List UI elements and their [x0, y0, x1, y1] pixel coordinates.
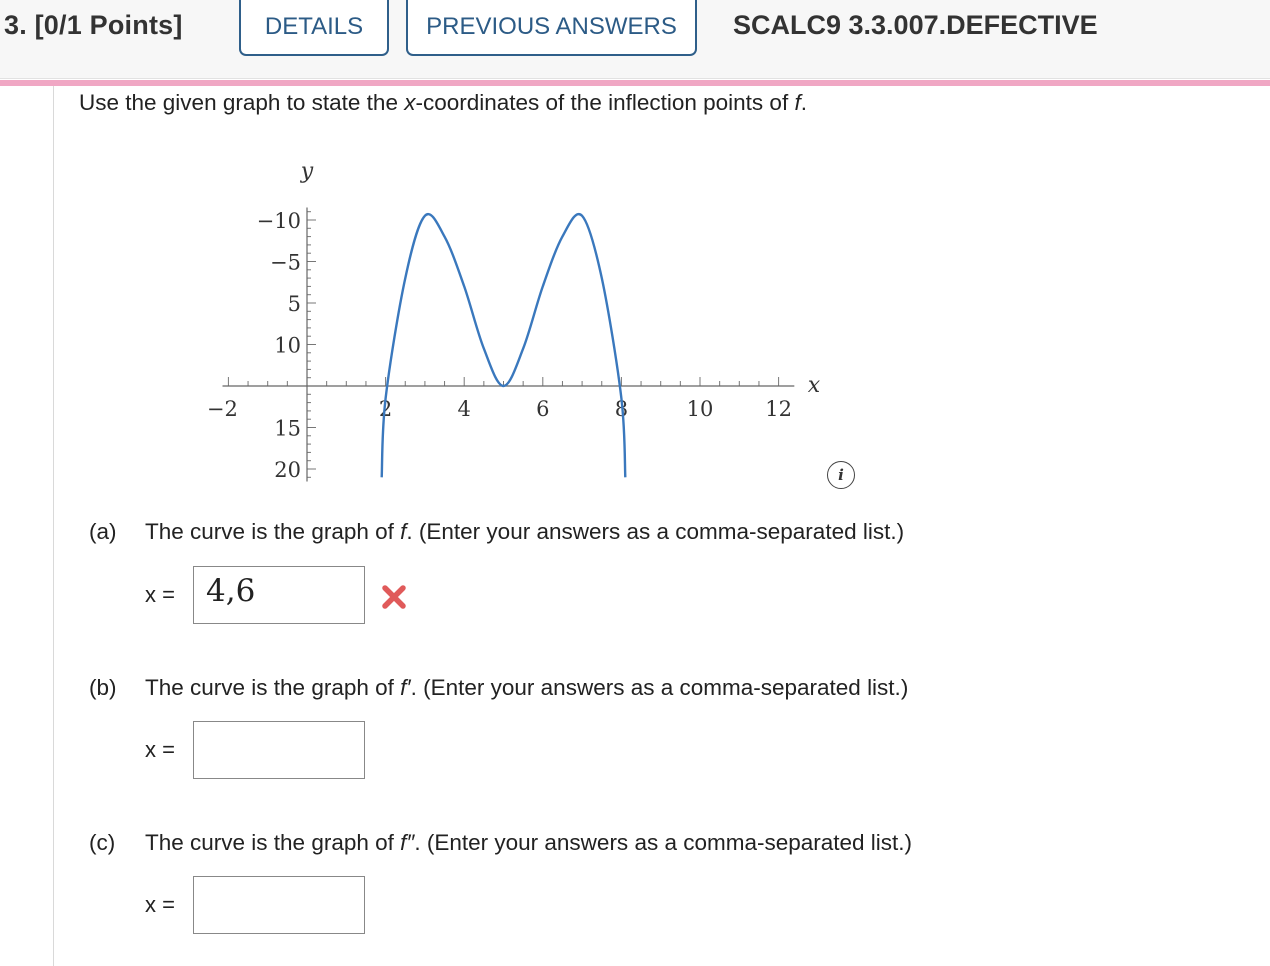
- question-points: 3. [0/1 Points]: [4, 10, 183, 40]
- part-func: f′: [400, 675, 411, 700]
- part-a-answer-input[interactable]: 4,6: [193, 566, 365, 624]
- x-tick-label: 10: [686, 397, 714, 421]
- x-tick-label: 2: [378, 397, 393, 421]
- x-tick-label: 6: [536, 397, 550, 421]
- part-c-question: [89, 830, 912, 856]
- part-text: The curve is the graph of: [145, 519, 401, 544]
- y-tick-label: −5: [270, 250, 301, 275]
- prompt-text: Use the given graph to state the: [79, 90, 405, 115]
- x-tick-label: 8: [614, 397, 629, 421]
- part-text: . (Enter your answers as a comma-separated list.): [406, 519, 905, 544]
- part-text: The curve is the graph of: [145, 830, 401, 855]
- x-tick-label: −2: [206, 397, 238, 421]
- info-icon[interactable]: i: [827, 461, 855, 489]
- part-b-question: [89, 675, 908, 701]
- part-b-x-label: x =: [145, 737, 175, 762]
- part-text: The curve is the graph of: [145, 675, 401, 700]
- x-mark-icon: [380, 583, 408, 611]
- part-b-answer-input[interactable]: [193, 721, 365, 779]
- y-tick-label: 15: [274, 416, 301, 441]
- prompt-var: x: [404, 90, 416, 115]
- part-text: . (Enter your answers as a comma-separated list.): [414, 830, 913, 855]
- question-prompt: [79, 90, 807, 116]
- part-a-question: [89, 519, 904, 545]
- prompt-text: .: [800, 90, 807, 115]
- part-c-answer-input[interactable]: [193, 876, 365, 934]
- part-text: . (Enter your answers as a comma-separated list.): [410, 675, 909, 700]
- part-c-x-label: x =: [145, 892, 175, 917]
- y-tick-label: 20: [274, 458, 301, 482]
- x-axis-label: x: [807, 373, 821, 398]
- header-divider: [0, 80, 1270, 86]
- y-tick-label: 10: [274, 333, 301, 358]
- part-func: f: [400, 519, 407, 544]
- question-id: SCALC9 3.3.007.DEFECTIVE: [733, 10, 1098, 40]
- y-tick-label: −10: [256, 209, 301, 233]
- part-letter: (b): [89, 675, 117, 700]
- x-tick-label: 12: [765, 397, 792, 421]
- part-a-x-label: x =: [145, 582, 175, 607]
- part-letter: (a): [89, 519, 117, 544]
- y-axis-label: y: [300, 159, 314, 184]
- function-graph: [195, 150, 835, 495]
- x-tick-label: 4: [457, 397, 471, 421]
- question-header: [0, 0, 1270, 79]
- y-tick-label: 5: [287, 292, 301, 316]
- previous-answers-button[interactable]: PREVIOUS ANSWERS: [406, 0, 697, 56]
- function-curve: [382, 214, 629, 477]
- prompt-func: f: [794, 90, 801, 115]
- left-margin-rule: [53, 86, 54, 966]
- part-letter: (c): [89, 830, 116, 855]
- prompt-text: -coordinates of the inflection points of: [415, 90, 795, 115]
- part-func: f″: [400, 830, 415, 855]
- details-button[interactable]: DETAILS: [239, 0, 389, 56]
